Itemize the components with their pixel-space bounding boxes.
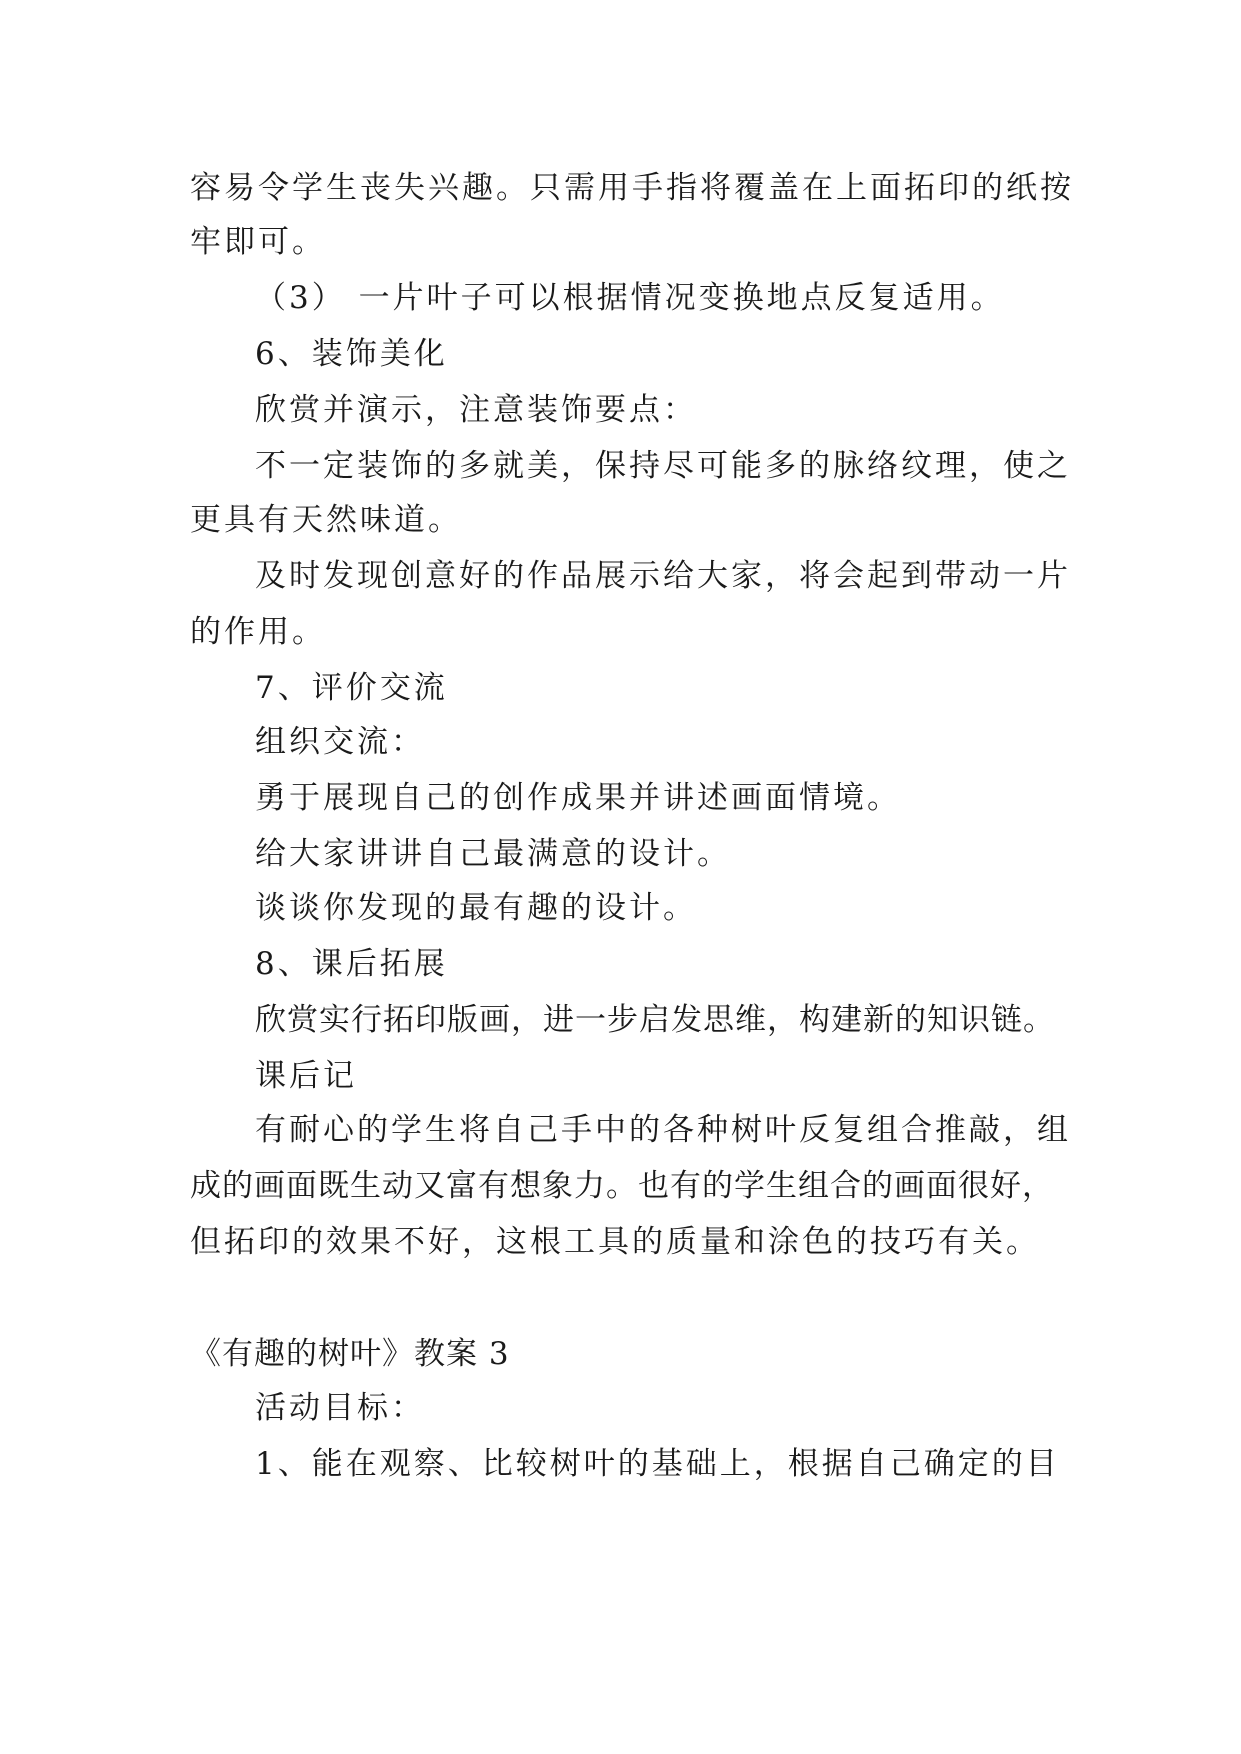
section-heading: 8、课后拓展 bbox=[255, 946, 448, 982]
paragraph-line: 1、能在观察、比较树叶的基础上，根据自己确定的目 bbox=[255, 1446, 1060, 1482]
paragraph-line: （3） 一片叶子可以根据情况变换地点反复适用。 bbox=[255, 280, 1005, 316]
section-heading: 课后记 bbox=[255, 1058, 357, 1094]
paragraph-line: 勇于展现自己的创作成果并讲述画面情境。 bbox=[255, 780, 901, 816]
section-heading: 7、评价交流 bbox=[255, 670, 448, 706]
paragraph-line: 谈谈你发现的最有趣的设计。 bbox=[255, 890, 697, 926]
paragraph-line: 的作用。 bbox=[190, 614, 326, 650]
paragraph-line: 更具有天然味道。 bbox=[190, 502, 462, 538]
paragraph-line: 组织交流： bbox=[255, 724, 425, 760]
paragraph-line: 欣赏实行拓印版画，进一步启发思维，构建新的知识链。 bbox=[255, 1002, 1055, 1038]
paragraph-line: 牢即可。 bbox=[190, 224, 326, 260]
document-title: 《有趣的树叶》教案 3 bbox=[190, 1336, 510, 1372]
paragraph-line: 及时发现创意好的作品展示给大家，将会起到带动一片 bbox=[255, 558, 1071, 594]
paragraph-line: 有耐心的学生将自己手中的各种树叶反复组合推敲，组 bbox=[255, 1112, 1071, 1148]
section-heading: 6、装饰美化 bbox=[255, 336, 448, 372]
paragraph-line: 不一定装饰的多就美，保持尽可能多的脉络纹理，使之 bbox=[255, 448, 1071, 484]
paragraph-line: 给大家讲讲自己最满意的设计。 bbox=[255, 836, 731, 872]
paragraph-line: 但拓印的效果不好，这根工具的质量和涂色的技巧有关。 bbox=[190, 1224, 1040, 1260]
paragraph-line: 成的画面既生动又富有想象力。也有的学生组合的画面很好， bbox=[190, 1168, 1054, 1204]
section-heading: 活动目标： bbox=[255, 1390, 425, 1426]
paragraph-line: 容易令学生丧失兴趣。只需用手指将覆盖在上面拓印的纸按 bbox=[190, 170, 1074, 206]
paragraph-line: 欣赏并演示，注意装饰要点： bbox=[255, 392, 697, 428]
